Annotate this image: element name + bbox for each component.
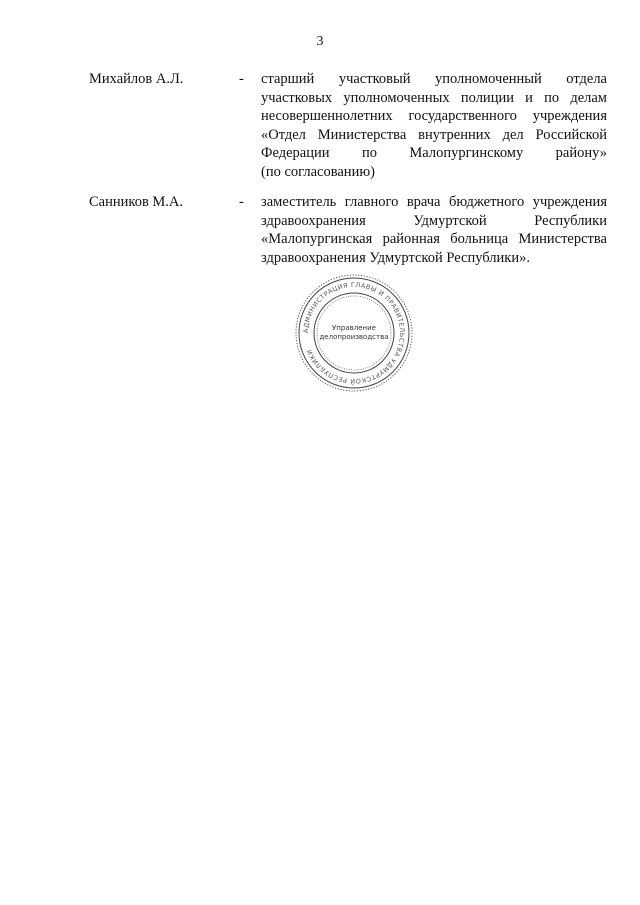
- description-line: старший участковый уполномоченный отдела: [261, 71, 607, 87]
- description-line: заместитель главного врача бюджетного учреждения: [261, 194, 607, 210]
- description-line: здравоохранения Удмуртской Республики».: [261, 249, 530, 266]
- entry-dash: -: [239, 194, 244, 210]
- member-description: [261, 193, 607, 267]
- description-line: несовершеннолетних государственного учреждения: [261, 108, 607, 125]
- description-line: «Малопургинская районная больница Министерства: [261, 231, 607, 248]
- page-number: 3: [316, 34, 324, 49]
- member-name: Михайлов А.Л.: [89, 71, 184, 87]
- seal-stamp: [294, 273, 414, 393]
- member-name: Санников М.А.: [89, 194, 184, 210]
- seal-ring-text: АДМИНИСТРАЦИЯ ГЛАВЫ И ПРАВИТЕЛЬСТВА УДМУРТСКОЙ РЕСПУБЛИКИ: [301, 280, 407, 386]
- entry-dash: -: [239, 71, 244, 87]
- description-line: (по согласованию): [261, 163, 375, 180]
- description-line: Федерации по Малопургинскому району»: [261, 145, 607, 162]
- description-line: здравоохранения Удмуртской Республики: [261, 212, 607, 229]
- member-description: [261, 70, 607, 182]
- description-line: участковых уполномоченных полиции и по делам: [261, 89, 607, 106]
- seal-inner-text: Управление: [332, 324, 376, 332]
- description-line: «Отдел Министерства внутренних дел Российской: [261, 126, 607, 143]
- seal-inner-text: делопроизводства: [319, 333, 389, 341]
